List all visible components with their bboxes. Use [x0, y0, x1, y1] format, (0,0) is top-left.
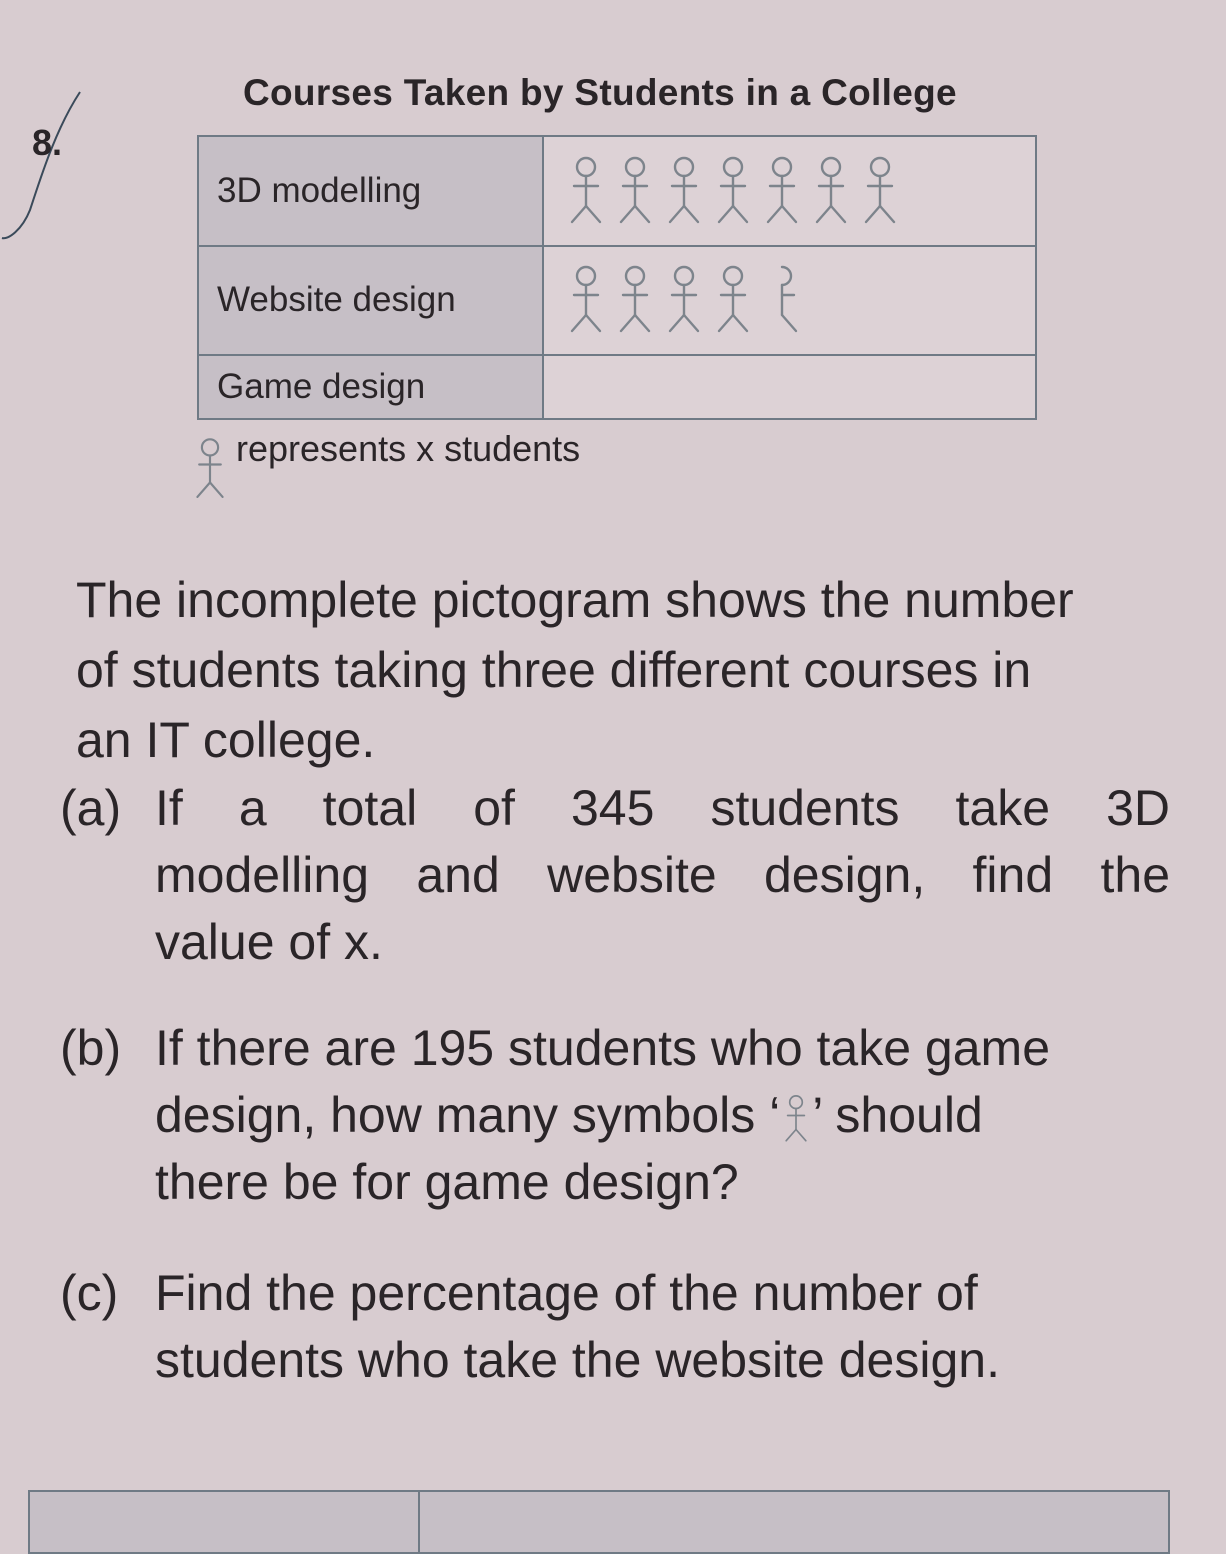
question-number: 8. [32, 122, 63, 163]
person-icon [664, 156, 704, 226]
part-line: If a total of 345 students take 3D [155, 780, 1170, 836]
intro-line: of students taking three different courses in [76, 642, 1032, 698]
part-line: Find the percentage of the number of [155, 1265, 978, 1321]
person-icon [713, 265, 753, 335]
pictogram-row [198, 355, 1036, 419]
person-icon [615, 156, 655, 226]
row-label: Website design [198, 246, 543, 356]
row-label: Game design [198, 355, 543, 419]
symbol-group [566, 265, 1035, 335]
person-icon [762, 156, 802, 226]
symbol-cell [543, 246, 1036, 356]
question-part-c [60, 1260, 1170, 1394]
part-text: ’ should [812, 1087, 983, 1143]
person-icon [664, 265, 704, 335]
pictogram-key [192, 430, 580, 508]
row-label: 3D modelling [198, 136, 543, 246]
part-line: students who take the website design. [155, 1332, 1000, 1388]
part-label: (b) [60, 1020, 122, 1076]
person-icon [860, 156, 900, 226]
part-label: (a) [60, 780, 122, 836]
pictogram-table [197, 135, 1037, 420]
symbol-cell [543, 136, 1036, 246]
part-line: modelling and website design, find the [155, 847, 1170, 903]
part-line [155, 1082, 1170, 1149]
part-line: there be for game design? [155, 1154, 739, 1210]
person-icon [713, 156, 753, 226]
part-line: value of x. [155, 914, 383, 970]
half-person-icon [762, 265, 802, 335]
question-part-b [60, 1015, 1170, 1216]
pictogram-row [198, 136, 1036, 246]
intro-text [76, 565, 1171, 775]
person-icon [566, 156, 606, 226]
pictogram-row [198, 246, 1036, 356]
intro-line: an IT college. [76, 712, 376, 768]
person-icon [192, 430, 228, 508]
key-text: represents x students [236, 428, 581, 469]
answer-table-edge [28, 1490, 1170, 1554]
person-icon [566, 265, 606, 335]
person-icon [782, 1091, 810, 1147]
symbol-cell [543, 355, 1036, 419]
person-icon [615, 265, 655, 335]
part-text: design, how many symbols ‘ [155, 1087, 781, 1143]
symbol-group [566, 156, 1035, 226]
intro-line: The incomplete pictogram shows the number [76, 572, 1074, 628]
person-icon [811, 156, 851, 226]
question-part-a [60, 775, 1170, 976]
part-line: If there are 195 students who take game [155, 1020, 1050, 1076]
hand-drawn-mark [0, 90, 110, 250]
chart-title: Courses Taken by Students in a College [243, 72, 957, 113]
part-label: (c) [60, 1265, 119, 1321]
